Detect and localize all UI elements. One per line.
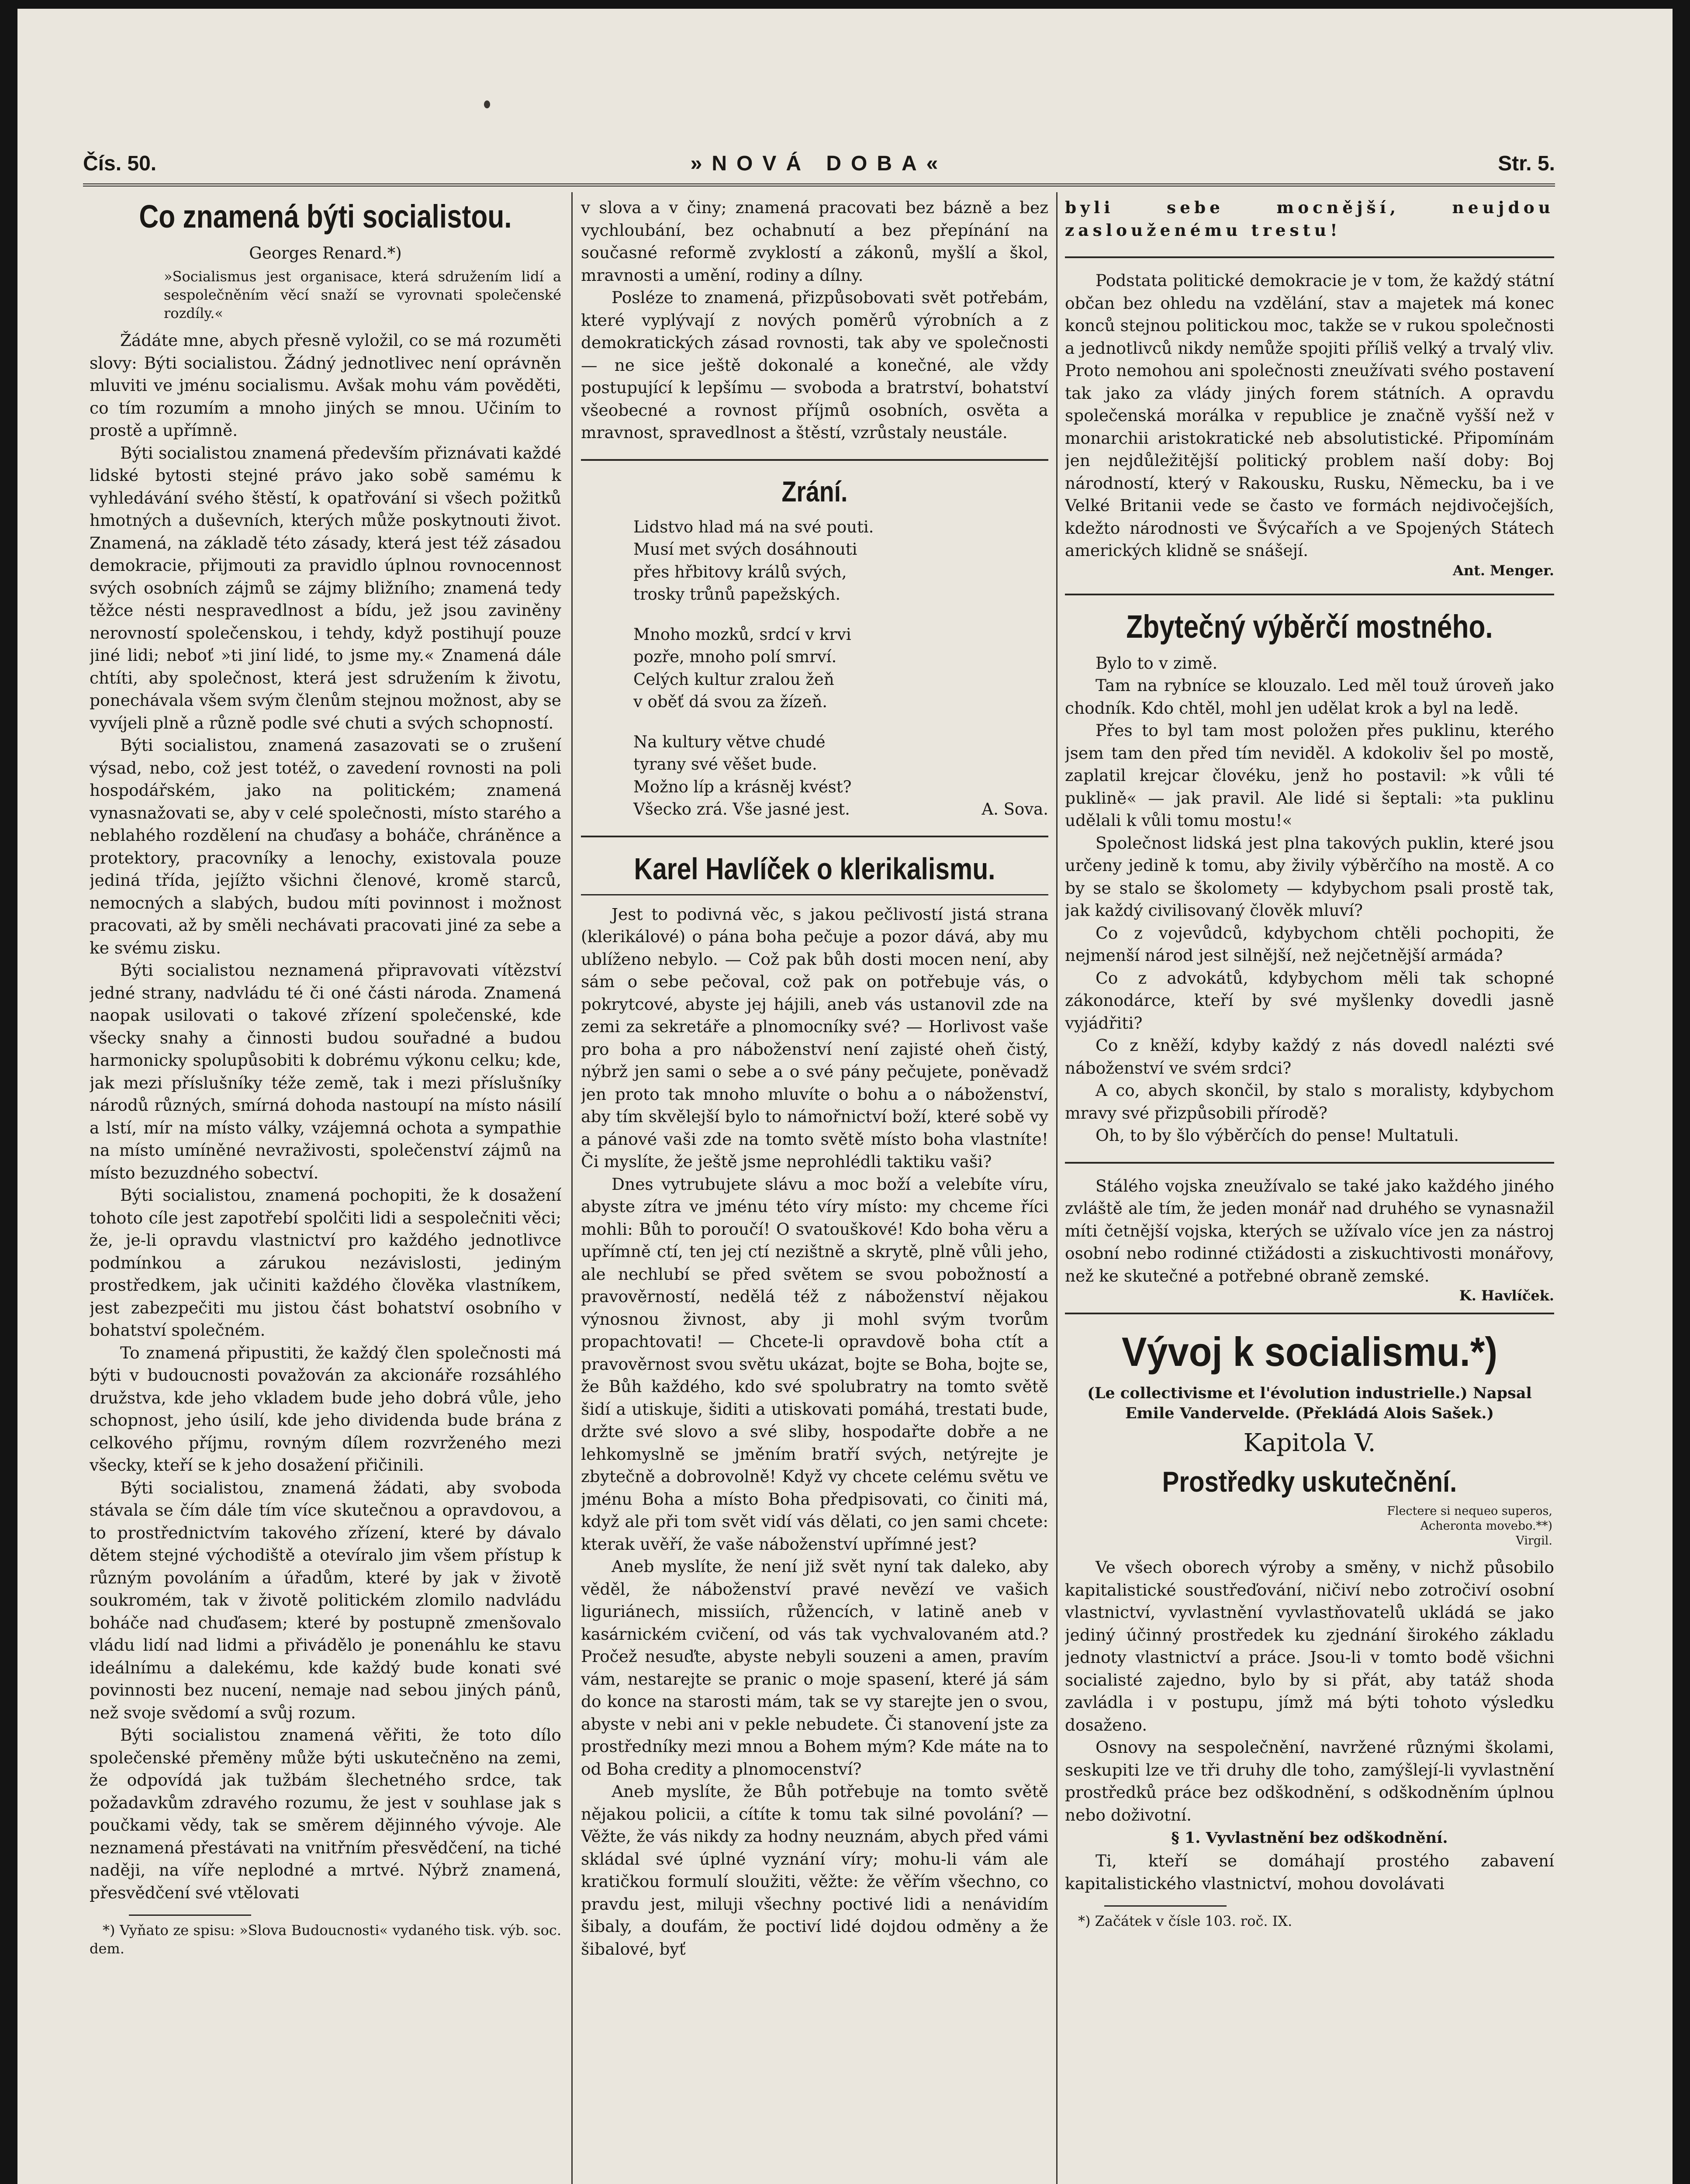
column-rule-1 [571,192,573,2184]
poem-line: Možno líp a krásněj kvést? [633,777,852,796]
poem-stanza [633,516,1048,606]
column-2 [581,197,1048,2184]
paragraph: Bylo to v zimě. [1096,653,1218,673]
paragraph: byli sebe mocnější, neujdou zaslouženému trestu! [1065,198,1554,240]
paragraph: Ti, kteří se domáhají prostého zabavení kapitalistického vlastnictví, mohou dovolávati [1065,1851,1554,1893]
paragraph: Co z vojevůdců, kdybychom chtěli pochopiti, že nejmenší národ jest silnější, než nejčetnější armáda? [1065,923,1554,965]
paragraph: Oh, to by šlo výběrčích do pense! Multatuli. [1096,1126,1459,1145]
poem-line: Musí met svých dosáhnouti [633,540,857,559]
poem-line: Mnoho mozků, srdcí v krvi [633,625,851,644]
paragraph: Aneb myslíte, že není již svět nyní tak daleko, aby věděl, že náboženství pravé nevězí ve vašich liguriánech, missiích, růžencích, v latině aneb v kasárnickém cvičení, od vás tak vychvalovaném atd.? Pročež nesuďte, abyste nebyli souzeni a amen, pravím vám, nestarejte se pranic o moje spasení, které já sám do konce na starosti mám, tak se vy starejte jen o svou, abyste v nebi ani v pekle nebudete. Či stanovení jste za prostředníky mezi mnou a Bohem mým? Kde máte na to od Boha credity a plnomocenství? [581,1557,1048,1779]
article-author: Ant. Menger. [1453,562,1554,579]
column-rule-2 [1056,192,1058,2184]
issue-number: Čís. 50. [83,152,157,175]
poem-line: Lidstvo hlad má na své pouti. [633,517,874,536]
masthead-title: »NOVÁ DOBA« [690,152,948,175]
header-rule [83,183,1555,187]
paragraph: Co z kněží, kdyby každý z nás dovedl nalézti své náboženství ve svém srdci? [1065,1036,1554,1078]
poem-title: Zrání. [781,475,848,508]
chapter-title: Prostředky uskutečnění. [1162,1465,1457,1498]
article-title: Co znamená býti socialistou. [139,198,512,235]
paragraph: Dnes vytrubujete slávu a moc boží a velebíte víru, abyste zítra ve jménu této víry místo: my chceme říci mohli: Bůh to poroučí! O svatouškové! Kdo boha věru a upřímně ctí, ten jej ctí nezištně a skrytě, plně vůli jeho, ale nechlubí se před světem se svou pobožností a pravověrností, nedělá též z náboženství nějakou výnosnou živnost, aby ji mohl svým tvorům propachtovati! — Chcete-li opravdově boha ctít a pravověrnost svou světu ukázat, bojte se Boha, bojte se, že Bůh každého, kdo své spolubratry na tomto světě šidí a utiskuje, šiditi a utiskovati pomáhá, trestati bude, držte své slovo a své sliby, hospodařte dobře a ne lehkomyslně se jměním bratří svých, netýrejte je zbytečně a dobrovolně! Když vy chcete celému světu ve jménu Boha a místo Boha předpisovati, co činiti má, když ale při tom svět vidí vás dělati, co jen sami chcete: kterak uvěří, že vaše náboženství upřímné jest? [581,1174,1048,1554]
poem-stanza [633,623,1048,713]
paragraph: Jest to podivná věc, s jakou pečlivostí jistá strana (klerikálové) o pána boha pečuje a pozor dává, aby mu ublíženo nebylo. — Což pak bůh dosti mocen není, aby sám o sebe pečoval, což pak on potřebuje vás, o pokrytcové, abyste jej hájili, aneb vás ustanovil zde na zemi za sekretáře a plnomocníky své? — Horlivost vaše pro boha a pro náboženství není zajisté oheň čistý, nýbrž jen sami o sebe a o své pány pečujete, poněvadž jen proto tak mnoho mluvíte o bohu a o náboženství, aby tím skvělejší bylo to námořnictví boží, které sobě vy a pánové vaši zde na tomto světě místo boha vlastníte! Či myslíte, že ještě jsme neprohlédli taktiku vaši? [581,904,1048,1171]
footnote: *) Začátek v čísle 103. roč. IX. [1078,1913,1293,1929]
paragraph: Ve všech oborech výroby a směny, v nichž působilo kapitalistické soustřeďování, ničiví nebo zotročiví osobní vlastnictví, vyvlastnění vyvlastňovatelů ukládá se jako jediný účinný prostředek ku zjednání širokého základu jednoty vlastnictví a práce. Jsou-li v tomto bodě všichni socialisté zajedno, bylo by si přát, aby tatáž shoda zavládla i v postupu, jímž má býti tohoto výsledku dosaženo. [1065,1558,1554,1735]
page-number: Str. 5. [1498,152,1555,175]
paragraph: To znamená připustiti, že každý člen společnosti má býti v budoucnosti považován za akcionáře rozsáhlého družstva, kde jeho vkladem bude jeho dobrá vůle, jeho schopnost, jeho úsilí, kde jeho dividenda bude brána z celkového příjmu, rovným dílem rozvrženého mezi všecky, kteří se k jeho dosažení přičinili. [90,1343,561,1475]
poem-line: tyrany své věšet bude. [633,755,817,774]
article-title: Zbytečný výběrčí mostného. [1126,608,1493,645]
poem-line: Na kultury větve chudé [633,732,826,751]
poem-last-line-row [633,798,1048,821]
section-divider [1065,256,1554,258]
paragraph: Býti socialistou znamená především přiznávati každé lidské bytosti stejné právo jako sobě samému k vyhledávání svého štěstí, k opatřování si všech požitků hmotných a duševních, kterých může poskytnouti život. Znamená, na základě této zásady, která jest též zásadou demokracie, přijmouti za pravidlo úplnou rovnocennost svých osobních zájmů se zájmy bližního; znamená tedy těžce nésti nespravedlnost a bídu, jež jsou zaviněny nerovností společenskou, i tehdy, když postihují pouze jiné lidi; neboť »ti jiní lidé, to jsme my.« Znamená dále chtíti, aby společnost, která jest sdružením k životu, ponechávala všem svým členům stejnou možnost, aby se vyvíjeli plně a různě podle své chuti a svých schopností. [90,443,561,733]
column-3 [1065,197,1554,2184]
section-divider [1065,1162,1554,1164]
section-divider [1065,1313,1554,1314]
ink-speck [484,100,490,108]
paragraph: Aneb myslíte, že Bůh potřebuje na tomto světě nějakou policii, a cítíte k tomu tak silné povolání? — Věžte, že vás nikdy za hodny neuznám, abych před vámi skládal své úplné vyznání víry; mohu-li vám ale kratičkou formulí sloužiti, věžte: že věřím všechno, co pravdu jest, miluji všechny poctivé lidi a nenávidím šibaly, a doufám, že poctiví lidé dojdou odměny a že šibalové, byť [581,1782,1048,1959]
motto-line: Acheronta movebo.**) [1420,1519,1552,1533]
column-1 [90,197,561,2184]
poem [633,516,1048,821]
paragraph: Co z advokátů, kdybychom měli tak schopné zákonodárce, kteří by své myšlenky dovedli jasně vyjádřiti? [1065,968,1554,1033]
motto [1065,1504,1552,1548]
section-heading: § 1. Vyvlastnění bez odškodnění. [1171,1829,1448,1847]
article-title: Vývoj k socialismu.*) [1121,1329,1498,1375]
title-underline [581,894,1048,895]
paragraph: Osnovy na sespolečnění, navržené různými školami, seskupiti lze ve tři druhy dle toho, zamýšlejí-li vyvlastnění prostředků práce bez odškodnění, s odškodněním úplnou nebo doživotní. [1065,1738,1554,1825]
footnote: *) Vyňato ze spisu: »Slova Budoucnosti« vydaného tisk. výb. soc. dem. [90,1922,561,1957]
paragraph: Posléze to znamená, přizpůsobovati svět potřebám, které vyplývají z nových poměrů výrobních a z demokratických zásad rovnosti, tak aby ve společnosti — ne sice ještě dokonalé a konečné, ale vždy postupující k lepšímu — svoboda a bratrství, bohatství všeobecné a rovnost příjmů osobních, osvěta a mravnost, spravedlnost a štěstí, vzrůstaly neustále. [581,288,1048,442]
paragraph: Býti socialistou, znamená zasazovati se o zrušení výsad, nebo, což jest totéž, o zavedení rovnosti na poli hospodářském, jako na politickém; znamená vynasnažovati se, aby v celé společnosti, místo starého a neblahého rozdělení na chuďasy a boháče, chráněnce a protektory, pracovníky a lenochy, existovala pouze jediná třída, jejížto všichni členové, kromě starců, nemocných a slabých, budou míti povinnost i možnost pracovati, až by směli nechávati pracovati jiné za sebe a ke svému zisku. [90,736,561,957]
section-divider [581,459,1048,461]
section-divider [1065,594,1554,595]
page-header [83,149,1555,179]
poem-line: pozře, mnoho polí smrví. [633,647,837,666]
poem-line: v oběť dá svou za žízeň. [633,692,828,711]
paragraph: A co, abych skončil, by stalo s moralisty, kdybychom mravy své přizpůsobili přírodě? [1065,1081,1554,1123]
paragraph: Tam na rybníce se klouzalo. Led měl touž úroveň jako chodník. Kdo chtěl, mohl jen udělat krok a byl na ledě. [1065,676,1554,718]
paragraph: Přes to byl tam most položen přes puklinu, kterého jsem tam den před tím neviděl. A kdokoliv šel po mostě, zaplatil krejcar človéku, jenž ho postavil: »k vůli té puklině« — jak pravil. Ale lidé si šeptali: »ta puklinu udělali k vůli tomu mostu!« [1065,721,1554,830]
paragraph: Býti socialistou, znamená žádati, aby svoboda stávala se čím dále tím více skutečnou a opravdovou, a to prostřednictvím takového zřízení, které by dávalo dětem stejné východiště a otevíralo jim všem přístup k různým povoláním a úřadům, které by jak v životě soukromém, tak v životě politickém zlomilo nadvládu boháče nad chuďasem; které by postupně zmenšovalo vládu lidí nad lidmi a přivádělo je ponenáhlu ke stavu ideálnímu a dalekému, kde každý bude konati své povinnosti bez nucení, nemaje nad sebou jiných pánů, než svoje svědomí a svůj rozum. [90,1478,561,1722]
poem-line: trosky trůnů papežských. [633,585,841,604]
section-divider [581,836,1048,837]
poem-line: Všecko zrá. Vše jasné jest. [633,800,850,819]
paragraph: Býti socialistou neznamená připravovati vítězství jedné strany, nadvládu té či oné části národa. Znamená naopak usilovati o takové zřízení společenské, kde všecky snahy a činnosti budou souřadné a budou harmonicky spolupůsobiti k dobrému výkonu celku; kde, jak mezi příslušníky téže země, tak i mezi příslušníky národů různých, smírná dohoda nastoupí na místo násilí a lstí, mír na místo války, vzájemná ochota a sympathie na místo umíněné nevraživosti, společenství zájmů na místo bezuzdného sobectví. [90,961,561,1182]
paragraph: Žádáte mne, abych přesně vyložil, co se má rozuměti slovy: Býti socialistou. Žádný jednotlivec není oprávněn mluviti ve jménu socialismu. Avšak mohu vám pověděti, co tím rozumím a mnoho jiných se mnou. Učiním to prostě a upřímně. [90,331,561,440]
footnote-rule [129,1914,251,1916]
motto-line: Flectere si nequeo superos, [1387,1504,1552,1518]
paragraph: Podstata politické demokracie je v tom, že každý státní občan bez ohledu na vzdělání, stav a majetek má konec konců stejnou politickou moc, takže se v rukou společnosti a jednotlivců nikdy nemůže spojiti příliš velký a trvalý vliv. Proto nemohou ani společnosti zneužívati svého postavení tak jako za vlády jiných forem státních. A opravdu společenská morálka v republice je značně vyšší než v monarchii aristokratické neb absolutistické. Připomínám jen nejdůležitější politický problem naší doby: Boj národností, který v Rakousku, Rusku, Německu, ba i ve Velké Britanii vede se často ve formách nejdivočejších, kdežto národnosti ve Švýcařích a ve Spojených Státech amerických klidně se snášejí. [1065,271,1554,560]
paragraph: Býti socialistou, znamená pochopiti, že k dosažení tohoto cíle jest zapotřebí spolčiti lidi a sespolečniti věci; že, je-li opravdu vlastnictví pro každého jednotlivce podmínkou a zárukou nezávislosti, jediným prostředkem, jak učiniti každého člověka vlastníkem, jest zabezpečiti mu jistou část bohatství osobního v bohatství společném. [90,1185,561,1340]
paragraph: v slova a v činy; znamená pracovati bez bázně a bez vychloubání, bez ochabnutí a bez přepínání na současné reformě zvyklostí a zákonů, myšlí a škol, mravnosti a umění, rodiny a dílny. [581,198,1048,285]
poem-stanza [633,731,1048,821]
motto-author: Virgil. [1516,1534,1552,1548]
paragraph: Býti socialistou znamená věřiti, že toto dílo společenské přeměny může býti uskutečněno na zemi, že odpovídá jak tužbám šlechetného srdce, tak požadavkům zdravého rozumu, že jest v souhlase jak s poučkami vědy, tak se směrem dějinného vývoje. Ale neznamená přestávati na vnitřním přesvědčení, na tiché naději, na víře neplodné a mrtvé. Nýbrž znamená, přesvědčení své vtělovati [90,1725,561,1902]
article-title: Karel Havlíček o klerikalismu. [634,851,995,886]
article-subtitle: (Le collectivisme et l'évolution industrielle.) Napsal Emile Vandervelde. (Překládá Alois Sašek.) [1087,1384,1532,1422]
paragraph: Stálého vojska zneužívalo se také jako každého jiného zvláště ale tím, že jeden monář nad druhého se vynasnažil míti četnější vojska, kterých se užívalo více jen za nástroj osobní nebo rodinné ctižádosti a ziskuchtivosti monářovy, než ke skutečné a potřebné obraně zemské. [1065,1176,1554,1286]
chapter-number: Kapitola V. [1243,1429,1376,1457]
article-author: K. Havlíček. [1459,1287,1554,1304]
poem-line: Celých kultur zralou žeň [633,670,834,689]
newspaper-page [17,9,1673,2184]
paragraph: Společnost lidská jest plna takových puklin, které jsou určeny jedině k tomu, aby živily výběrčího na mostě. A co by se stalo se školomety — kdybychom psali prostě tak, jak každý civilisovaný člověk mluví? [1065,833,1554,920]
article-author: Georges Renard.*) [249,244,402,263]
poem-author: A. Sova. [982,800,1048,819]
footnote-rule [1104,1905,1227,1907]
epigraph: »Socialismus jest organisace, která sdružením lidí a sespolečněním věcí snaží se vyrovnati společenské rozdíly.« [164,268,561,321]
poem-line: přes hřbitovy králů svých, [633,562,847,581]
